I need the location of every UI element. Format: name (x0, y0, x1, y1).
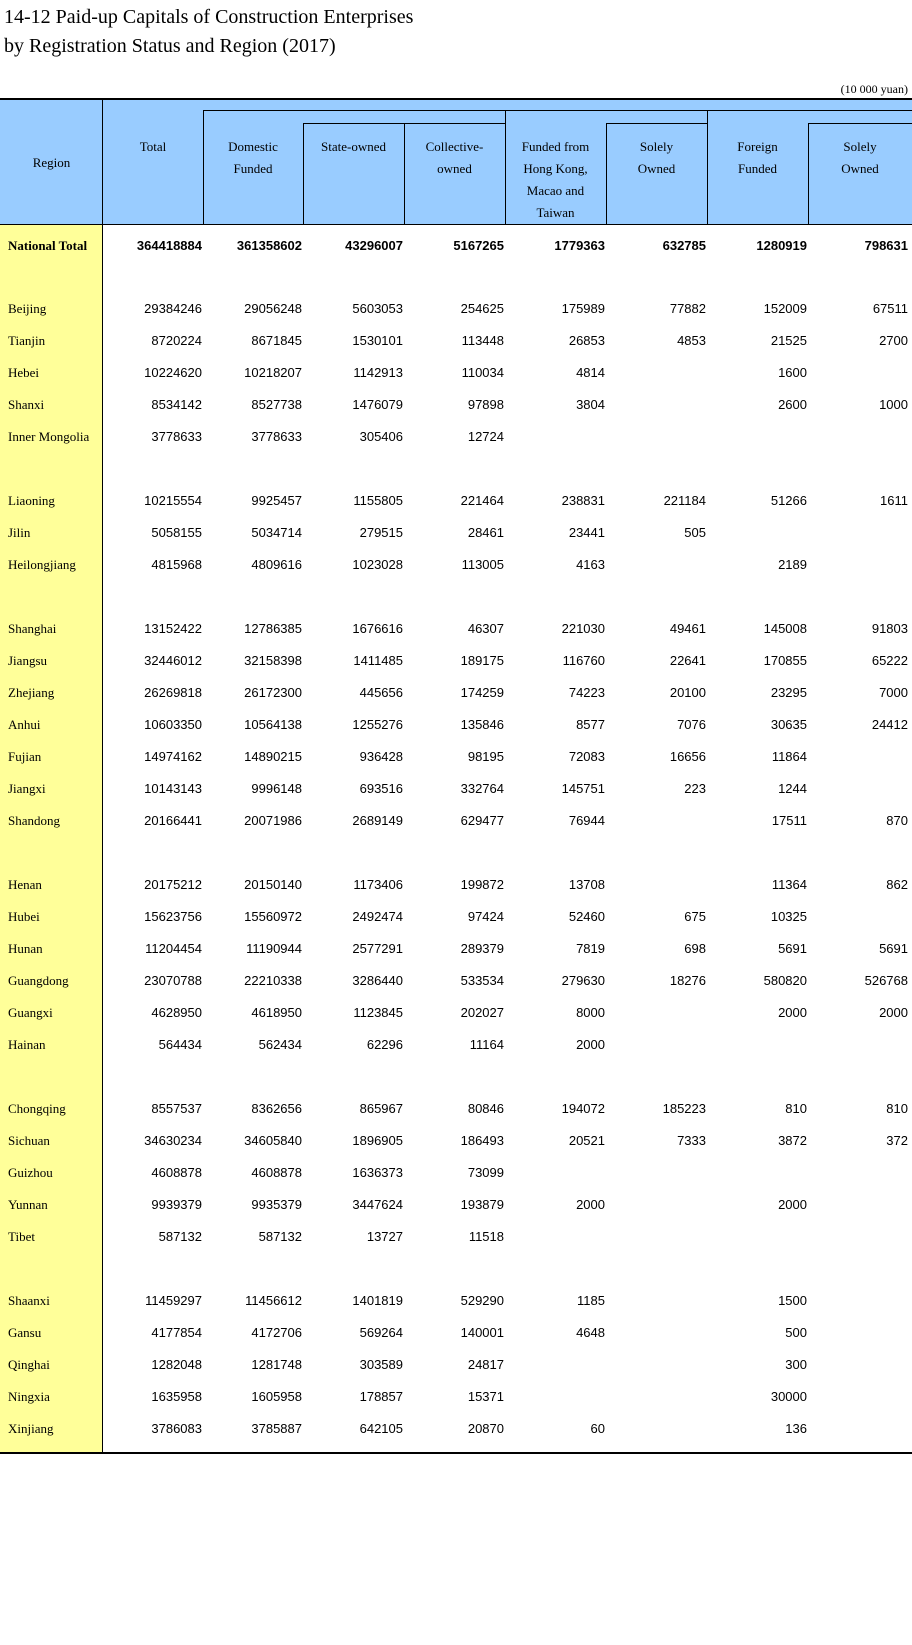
table-cell: 1155805 (353, 493, 403, 508)
column-header-state-owned: State-owned (321, 139, 386, 154)
table-cell: 364418884 (136, 238, 202, 253)
table-cell: 2492474 (352, 909, 403, 924)
table-cell: 810 (785, 1101, 807, 1116)
table-cell: 22641 (669, 653, 706, 668)
table-cell: 145008 (763, 621, 807, 636)
table-cell: 1401819 (352, 1293, 403, 1308)
table-cell: 1282048 (151, 1357, 202, 1372)
table-row (0, 939, 912, 959)
table-cell: 3286440 (352, 973, 403, 988)
table-cell: 175989 (561, 301, 605, 316)
table-cell: 4815968 (151, 557, 202, 572)
table-cell: 91803 (871, 621, 908, 636)
table-cell: 4618950 (251, 1005, 302, 1020)
table-cell: 26269818 (144, 685, 202, 700)
table-cell: 80846 (467, 1101, 504, 1116)
table-cell: 9939379 (151, 1197, 202, 1212)
table-cell: 529290 (460, 1293, 504, 1308)
table-cell: 332764 (460, 781, 504, 796)
table-cell: 29384246 (144, 301, 202, 316)
table-cell: 2000 (778, 1005, 807, 1020)
table-cell: 8362656 (251, 1101, 302, 1116)
table-cell: 11459297 (145, 1293, 202, 1308)
table-cell: 23441 (568, 525, 605, 540)
table-cell: 1611 (880, 493, 908, 508)
region-name: Tianjin (8, 333, 46, 348)
column-header-region: Region (32, 155, 71, 170)
region-name: Qinghai (8, 1357, 50, 1372)
table-cell: 170855 (763, 653, 807, 668)
table-cell: 135846 (460, 717, 504, 732)
table-cell: 20175212 (144, 877, 202, 892)
table-cell: 1142913 (353, 365, 403, 380)
table-cell: 15623756 (144, 909, 202, 924)
table-cell: 303589 (359, 1357, 403, 1372)
region-name: Shanghai (8, 621, 57, 636)
table-cell: 3785887 (251, 1421, 302, 1436)
table-cell: 2000 (879, 1005, 908, 1020)
column-header-solely-owned-hmt: Solely Owned (637, 139, 676, 176)
header-divider (203, 110, 708, 111)
table-row (0, 1387, 912, 1407)
table-cell: 174259 (460, 685, 504, 700)
table-cell: 642105 (359, 1421, 403, 1436)
region-name: Gansu (8, 1325, 42, 1340)
table-cell: 52460 (568, 909, 605, 924)
table-row (0, 747, 912, 767)
table-cell: 11518 (468, 1229, 504, 1244)
table-cell: 3447624 (352, 1197, 403, 1212)
table-cell: 1779363 (554, 238, 605, 253)
table-cell: 32446012 (144, 653, 202, 668)
column-header-domestic-funded: Domestic Funded (228, 139, 278, 176)
table-cell: 3804 (576, 397, 605, 412)
table-cell: 13727 (366, 1229, 403, 1244)
table-cell: 698 (684, 941, 706, 956)
region-name: Jilin (8, 525, 31, 540)
table-cell: 580820 (763, 973, 807, 988)
table-cell: 113005 (461, 557, 504, 572)
table-cell: 193879 (460, 1197, 504, 1212)
table-cell: 1280919 (756, 238, 807, 253)
table-cell: 202027 (460, 1005, 504, 1020)
table-cell: 223 (684, 781, 706, 796)
region-name: Jiangsu (8, 653, 47, 668)
table-cell: 34605840 (244, 1133, 302, 1148)
table-cell: 500 (785, 1325, 807, 1340)
table-cell: 10218207 (244, 365, 302, 380)
header-divider (707, 110, 912, 111)
table-cell: 8577 (576, 717, 605, 732)
table-cell: 30000 (770, 1389, 807, 1404)
table-cell: 569264 (359, 1325, 403, 1340)
table-cell: 1600 (778, 365, 807, 380)
region-name: Xinjiang (8, 1421, 54, 1436)
table-cell: 24817 (467, 1357, 504, 1372)
table-cell: 8527738 (251, 397, 302, 412)
table-cell: 49461 (669, 621, 706, 636)
table-cell: 1676616 (352, 621, 403, 636)
table-cell: 1255276 (352, 717, 403, 732)
table-cell: 254625 (460, 301, 504, 316)
table-row (0, 875, 912, 895)
table-cell: 936428 (359, 749, 403, 764)
table-cell: 2577291 (352, 941, 403, 956)
table-row (0, 1035, 912, 1055)
table-cell: 46307 (467, 621, 504, 636)
column-header-solely-owned-foreign: Solely Owned (841, 139, 879, 176)
table-row (0, 811, 912, 831)
table-row (0, 555, 912, 575)
table-row (0, 1195, 912, 1215)
region-name: Chongqing (8, 1101, 66, 1116)
table-cell: 862 (886, 877, 908, 892)
header-divider (606, 123, 708, 124)
region-name: Inner Mongolia (8, 429, 90, 444)
table-cell: 26853 (568, 333, 605, 348)
table-cell: 3778633 (151, 429, 202, 444)
table-cell: 505 (684, 525, 706, 540)
table-row (0, 299, 912, 319)
table-cell: 12724 (467, 429, 504, 444)
column-header-total: Total (139, 139, 167, 154)
table-cell: 11456612 (245, 1293, 302, 1308)
table-cell: 4172706 (251, 1325, 302, 1340)
table-cell: 20870 (467, 1421, 504, 1436)
unit-label: (10 000 yuan) (840, 82, 908, 96)
region-name: Shanxi (8, 397, 45, 412)
region-name: Shandong (8, 813, 60, 828)
table-bottom-rule (0, 1452, 912, 1454)
table-cell: 67511 (872, 301, 908, 316)
table-cell: 9935379 (251, 1197, 302, 1212)
table-row (0, 236, 912, 256)
region-name: Jiangxi (8, 781, 46, 796)
table-cell: 178857 (359, 1389, 403, 1404)
table-cell: 4814 (576, 365, 605, 380)
table-cell: 361358602 (236, 238, 302, 253)
table-cell: 8671845 (251, 333, 302, 348)
table-cell: 1530101 (352, 333, 403, 348)
table-cell: 221030 (561, 621, 605, 636)
table-cell: 15371 (467, 1389, 504, 1404)
table-row (0, 363, 912, 383)
table-cell: 194072 (561, 1101, 605, 1116)
table-cell: 72083 (568, 749, 605, 764)
table-cell: 5034714 (251, 525, 302, 540)
table-title-line-2: by Registration Status and Region (2017) (4, 35, 336, 57)
table-cell: 29056248 (244, 301, 302, 316)
table-cell: 152009 (763, 301, 807, 316)
table-cell: 221184 (663, 493, 706, 508)
table-cell: 18276 (669, 973, 706, 988)
table-cell: 4608878 (151, 1165, 202, 1180)
table-cell: 675 (684, 909, 706, 924)
table-cell: 5603053 (352, 301, 403, 316)
region-name: Guangdong (8, 973, 69, 988)
table-cell: 13152422 (144, 621, 202, 636)
table-cell: 4177854 (151, 1325, 202, 1340)
table-cell: 2000 (576, 1037, 605, 1052)
table-row (0, 1003, 912, 1023)
table-cell: 11864 (771, 749, 807, 764)
table-cell: 1244 (778, 781, 807, 796)
table-cell: 136 (785, 1421, 807, 1436)
table-cell: 110034 (461, 365, 504, 380)
table-row (0, 971, 912, 991)
table-cell: 2000 (576, 1197, 605, 1212)
table-cell: 34630234 (144, 1133, 202, 1148)
column-header-hk-macao-taiwan: Funded from Hong Kong, Macao and Taiwan (521, 139, 590, 220)
region-name: Yunnan (8, 1197, 48, 1212)
table-cell: 445656 (359, 685, 403, 700)
table-row (0, 715, 912, 735)
table-cell: 8534142 (151, 397, 202, 412)
table-cell: 11364 (771, 877, 807, 892)
table-cell: 60 (590, 1421, 605, 1436)
table-cell: 1605958 (251, 1389, 302, 1404)
table-cell: 17511 (771, 813, 807, 828)
table-cell: 10603350 (144, 717, 202, 732)
table-cell: 28461 (467, 525, 504, 540)
table-cell: 189175 (460, 653, 504, 668)
table-cell: 15560972 (244, 909, 302, 924)
table-cell: 76944 (568, 813, 605, 828)
region-name: National Total (8, 238, 88, 253)
table-row (0, 1163, 912, 1183)
table-row (0, 907, 912, 927)
table-cell: 10564138 (244, 717, 302, 732)
table-cell: 73099 (467, 1165, 504, 1180)
table-cell: 5058155 (151, 525, 202, 540)
table-cell: 810 (886, 1101, 908, 1116)
table-cell: 2700 (879, 333, 908, 348)
table-cell: 11190944 (246, 941, 302, 956)
table-cell: 2689149 (352, 813, 403, 828)
table-cell: 1500 (778, 1293, 807, 1308)
table-row (0, 1099, 912, 1119)
table-cell: 14890215 (244, 749, 302, 764)
table-cell: 11204454 (145, 941, 202, 956)
table-cell: 20150140 (244, 877, 302, 892)
table-cell: 629477 (460, 813, 504, 828)
table-cell: 2000 (778, 1197, 807, 1212)
table-cell: 10325 (770, 909, 807, 924)
table-cell: 20521 (568, 1133, 605, 1148)
region-name: Hunan (8, 941, 43, 956)
table-cell: 1281748 (251, 1357, 302, 1372)
table-cell: 199872 (460, 877, 504, 892)
table-cell: 97898 (467, 397, 504, 412)
region-name: Hubei (8, 909, 40, 924)
table-row (0, 619, 912, 639)
table-row (0, 491, 912, 511)
table-cell: 870 (886, 813, 908, 828)
table-cell: 1635958 (151, 1389, 202, 1404)
table-cell: 8557537 (151, 1101, 202, 1116)
table-cell: 562434 (258, 1037, 302, 1052)
table-cell: 289379 (460, 941, 504, 956)
region-name: Guizhou (8, 1165, 53, 1180)
table-cell: 20071986 (244, 813, 302, 828)
table-cell: 798631 (864, 238, 908, 253)
table-cell: 9996148 (251, 781, 302, 796)
table-cell: 145751 (561, 781, 605, 796)
table-cell: 5167265 (453, 238, 504, 253)
table-cell: 20166441 (144, 813, 202, 828)
table-cell: 98195 (467, 749, 504, 764)
table-cell: 24412 (871, 717, 908, 732)
table-cell: 16656 (669, 749, 706, 764)
table-row (0, 1131, 912, 1151)
table-cell: 7819 (576, 941, 605, 956)
table-cell: 238831 (561, 493, 605, 508)
table-row (0, 331, 912, 351)
table-cell: 1173406 (353, 877, 403, 892)
table-row (0, 683, 912, 703)
table-cell: 7000 (879, 685, 908, 700)
table-cell: 632785 (662, 238, 706, 253)
table-cell: 564434 (158, 1037, 202, 1052)
table-cell: 300 (785, 1357, 807, 1372)
table-cell: 43296007 (345, 238, 403, 253)
region-name: Fujian (8, 749, 42, 764)
table-cell: 587132 (258, 1229, 302, 1244)
region-name: Hainan (8, 1037, 46, 1052)
table-cell: 533534 (460, 973, 504, 988)
table-cell: 12786385 (244, 621, 302, 636)
table-cell: 1023028 (352, 557, 403, 572)
region-name: Liaoning (8, 493, 55, 508)
region-name: Hebei (8, 365, 40, 380)
table-row (0, 1355, 912, 1375)
table-cell: 23295 (770, 685, 807, 700)
table-cell: 22210338 (244, 973, 302, 988)
table-cell: 62296 (366, 1037, 403, 1052)
table-cell: 8000 (576, 1005, 605, 1020)
region-name: Henan (8, 877, 42, 892)
table-cell: 23070788 (144, 973, 202, 988)
table-cell: 279515 (359, 525, 403, 540)
table-title-line-1: 14-12 Paid-up Capitals of Construction Enterprises (4, 6, 414, 28)
table-cell: 30635 (770, 717, 807, 732)
table-cell: 113448 (461, 333, 504, 348)
table-cell: 1185 (577, 1293, 605, 1308)
region-name: Heilongjiang (8, 557, 76, 572)
table-cell: 4608878 (251, 1165, 302, 1180)
header-divider (303, 123, 505, 124)
table-row (0, 523, 912, 543)
table-cell: 5691 (879, 941, 908, 956)
table-cell: 74223 (568, 685, 605, 700)
table-cell: 186493 (460, 1133, 504, 1148)
table-cell: 8720224 (151, 333, 202, 348)
region-name: Ningxia (8, 1389, 50, 1404)
table-cell: 1896905 (352, 1133, 403, 1148)
table-cell: 116760 (562, 653, 605, 668)
table-cell: 4853 (677, 333, 706, 348)
table-cell: 2189 (778, 557, 807, 572)
table-cell: 140001 (460, 1325, 504, 1340)
table-cell: 3872 (778, 1133, 807, 1148)
table-cell: 14974162 (144, 749, 202, 764)
table-cell: 5691 (778, 941, 807, 956)
table-cell: 10224620 (144, 365, 202, 380)
table-row (0, 395, 912, 415)
table-cell: 1411485 (353, 653, 403, 668)
table-cell: 305406 (359, 429, 403, 444)
region-name: Anhui (8, 717, 41, 732)
table-cell: 4163 (576, 557, 605, 572)
region-name: Guangxi (8, 1005, 53, 1020)
table-cell: 10215554 (144, 493, 202, 508)
table-row (0, 427, 912, 447)
table-row (0, 1291, 912, 1311)
table-cell: 26172300 (244, 685, 302, 700)
region-name: Tibet (8, 1229, 35, 1244)
region-name: Beijing (8, 301, 47, 316)
table-cell: 7333 (677, 1133, 706, 1148)
table-cell: 4628950 (151, 1005, 202, 1020)
table-cell: 526768 (864, 973, 908, 988)
table-row (0, 779, 912, 799)
table-cell: 32158398 (244, 653, 302, 668)
table-cell: 693516 (359, 781, 403, 796)
table-cell: 4809616 (251, 557, 302, 572)
column-header-foreign-funded: Foreign Funded (737, 139, 778, 176)
table-cell: 65222 (871, 653, 908, 668)
region-name: Zhejiang (8, 685, 55, 700)
table-row (0, 1323, 912, 1343)
table-cell: 1123845 (353, 1005, 403, 1020)
table-cell: 587132 (158, 1229, 202, 1244)
region-name: Sichuan (8, 1133, 50, 1148)
table-cell: 279630 (561, 973, 605, 988)
table-cell: 2600 (778, 397, 807, 412)
table-cell: 7076 (677, 717, 706, 732)
table-row (0, 1419, 912, 1439)
table-cell: 4648 (576, 1325, 605, 1340)
table-cell: 9925457 (251, 493, 302, 508)
table-cell: 77882 (669, 301, 706, 316)
table-cell: 1476079 (352, 397, 403, 412)
table-cell: 10143143 (144, 781, 202, 796)
table-row (0, 651, 912, 671)
table-cell: 97424 (467, 909, 504, 924)
table-cell: 20100 (669, 685, 706, 700)
table-cell: 11164 (469, 1037, 504, 1052)
region-name: Shaanxi (8, 1293, 50, 1308)
table-cell: 1000 (879, 397, 908, 412)
table-cell: 372 (886, 1133, 908, 1148)
header-divider (808, 123, 912, 124)
table-cell: 1636373 (352, 1165, 403, 1180)
table-cell: 3778633 (251, 429, 302, 444)
column-header-collective-owned: Collective- owned (425, 139, 484, 176)
table-row (0, 1227, 912, 1247)
table-cell: 865967 (359, 1101, 403, 1116)
table-cell: 3786083 (151, 1421, 202, 1436)
table-cell: 21525 (770, 333, 807, 348)
table-cell: 51266 (770, 493, 807, 508)
table-cell: 221464 (460, 493, 504, 508)
table-cell: 13708 (568, 877, 605, 892)
table-cell: 185223 (662, 1101, 706, 1116)
